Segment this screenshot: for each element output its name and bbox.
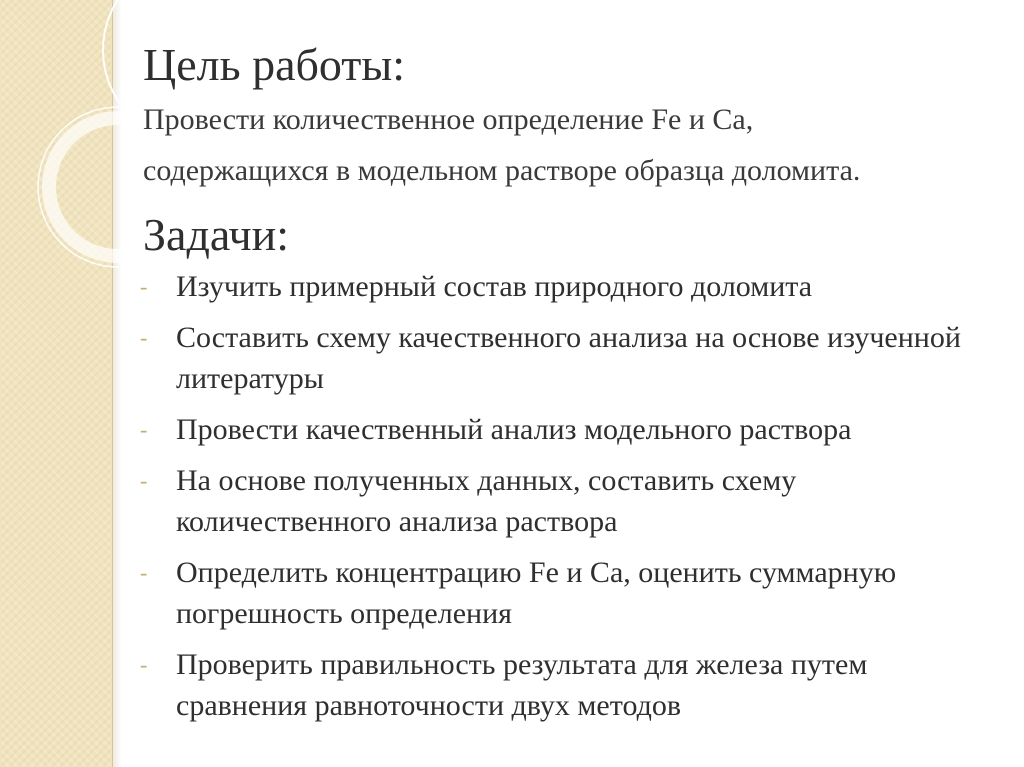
task-text: Изучить примерный состав природного доломита	[176, 270, 813, 303]
task-item	[140, 409, 1000, 450]
task-item	[140, 644, 1000, 726]
goal-heading: Цель работы:	[143, 39, 406, 90]
task-text: Провести качественный анализ модельного раствора	[176, 413, 852, 446]
task-item	[140, 266, 1000, 307]
task-text: Составить схему качественного анализа на основе изученной литературы	[176, 321, 961, 395]
task-item	[140, 317, 1000, 399]
tasks-heading: Задачи:	[143, 209, 289, 260]
task-text: Проверить правильность результата для железа путем сравнения равноточности двух методов	[176, 648, 868, 722]
bullet-dash: -	[140, 274, 148, 299]
task-text: На основе полученных данных, составить схему количественного анализа раствора	[176, 464, 797, 538]
task-text: Определить концентрацию Fe и Ca, оценить суммарную погрешность определения	[176, 556, 897, 630]
goal-line-1: Провести количественное определение Fe и Ca,	[143, 103, 754, 136]
task-item	[140, 460, 1000, 542]
bullet-dash: -	[140, 325, 148, 350]
goal-line-2: содержащихся в модельном растворе образца доломита.	[143, 154, 861, 187]
bullet-dash: -	[140, 560, 148, 585]
bullet-dash: -	[140, 652, 148, 677]
tasks-list	[140, 266, 1000, 726]
bullet-dash: -	[140, 468, 148, 493]
bullet-dash: -	[140, 417, 148, 442]
task-item	[140, 552, 1000, 634]
